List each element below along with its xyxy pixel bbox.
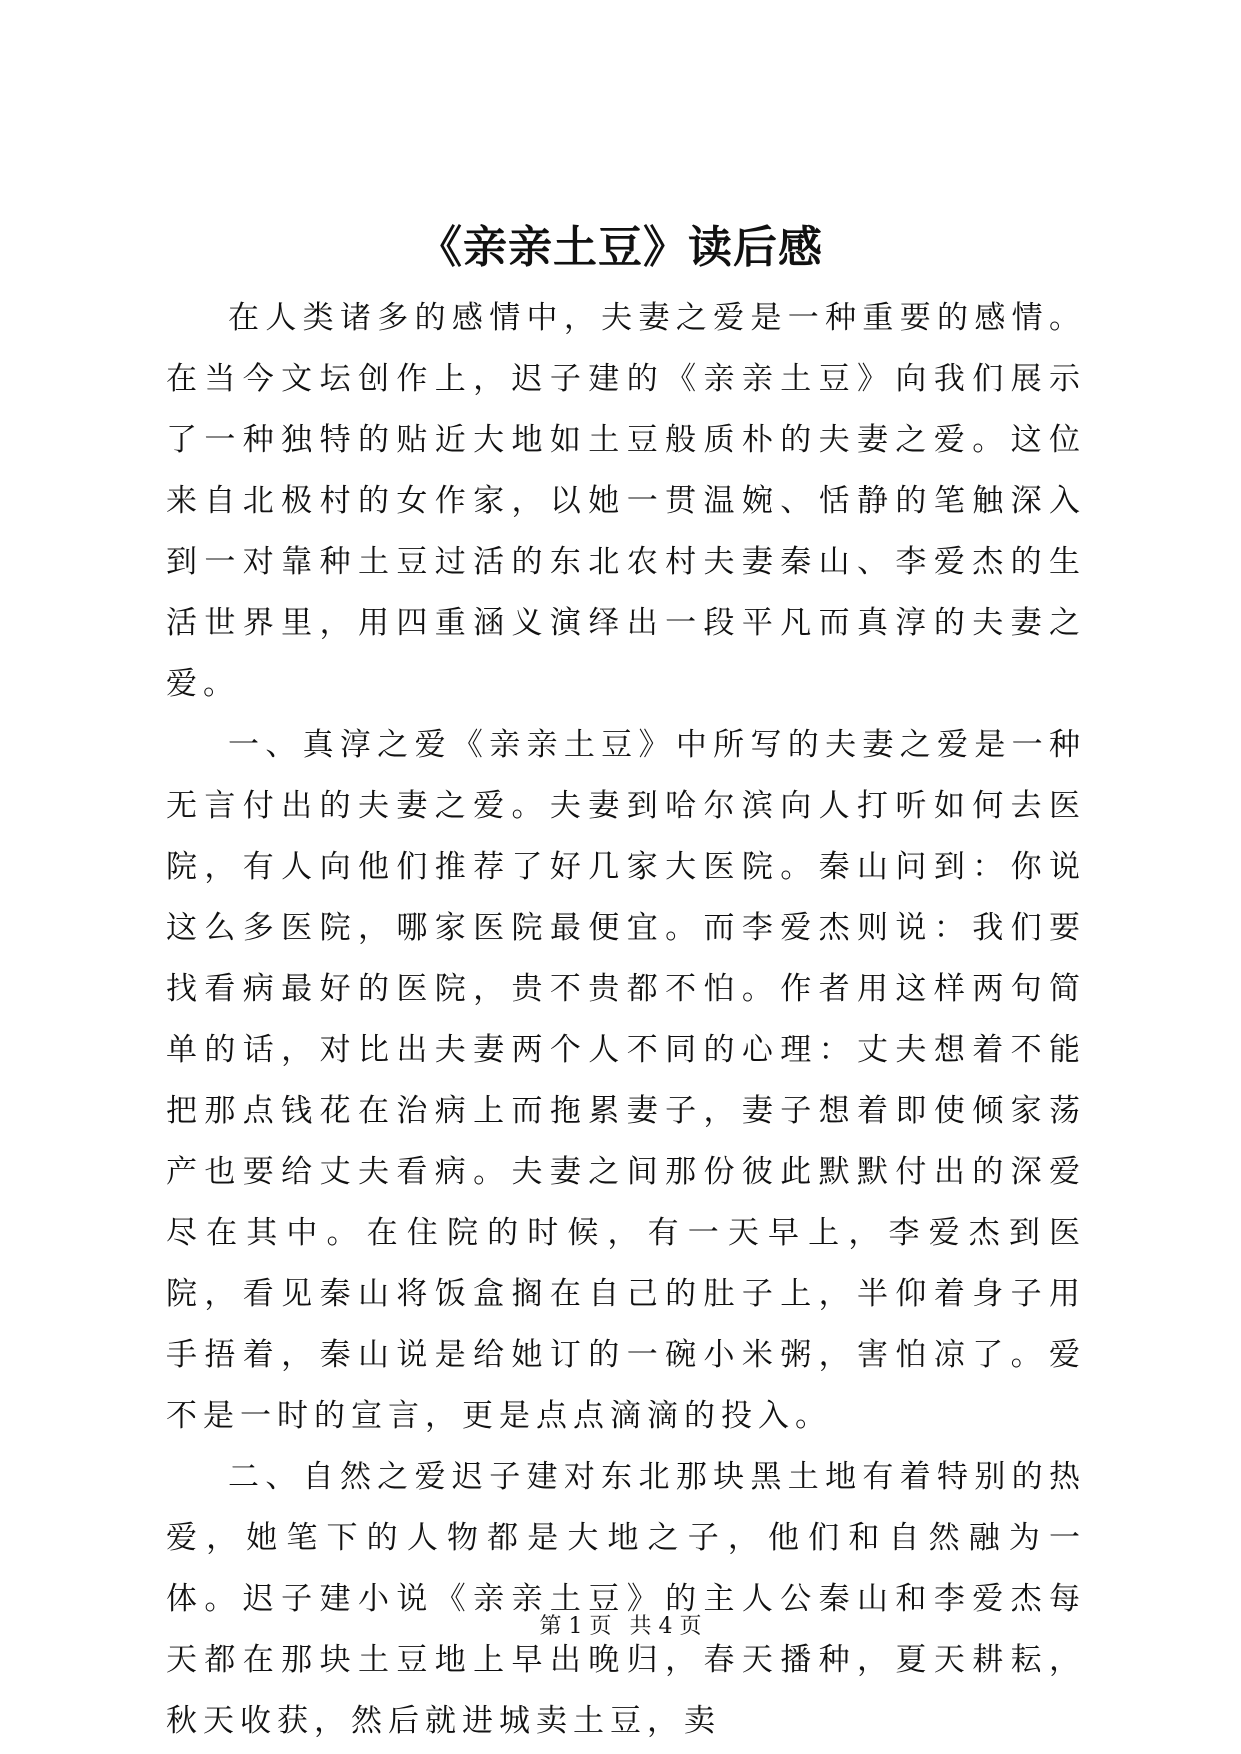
paragraph-1: 在人类诸多的感情中，夫妻之爱是一种重要的感情。在当今文坛创作上，迟子建的《亲亲土豆》向我们展示了一种独特的贴近大地如土豆般质朴的夫妻之爱。这位来自北极村的女作家，以她一贯温婉、恬静的笔触深入到一对靠种土豆过活的东北农村夫妻秦山、李爱杰的生活世界里，用四重涵义演绎出一段平凡而真淳的夫妻之爱。 [166,300,1086,702]
document-body [166,288,1086,1752]
paragraph-2: 一、真淳之爱《亲亲土豆》中所写的夫妻之爱是一种无言付出的夫妻之爱。夫妻到哈尔滨向人打听如何去医院，有人向他们推荐了好几家大医院。秦山问到：你说这么多医院，哪家医院最便宜。而李爱杰则说：我们要找看病最好的医院，贵不贵都不怕。作者用这样两句简单的话，对比出夫妻两个人不同的心理：丈夫想着不能把那点钱花在治病上而拖累妻子，妻子想着即使倾家荡产也要给丈夫看病。夫妻之间那份彼此默默付出的深爱尽在其中。在住院的时候，有一天早上，李爱杰到医院，看见秦山将饭盒搁在自己的肚子上，半仰着身子用手捂着，秦山说是给她订的一碗小米粥，害怕凉了。爱不是一时的宣言，更是点点滴滴的投入。 [166,727,1086,1434]
paragraph-3: 二、自然之爱迟子建对东北那块黑土地有着特别的热爱，她笔下的人物都是大地之子，他们和自然融为一体。迟子建小说《亲亲土豆》的主人公秦山和李爱杰每天都在那块土豆地上早出晚归，春天播种，夏天耕耘，秋天收获，然后就进城卖土豆，卖 [166,1459,1086,1739]
page-total: 共 4 页 [629,1614,702,1639]
page-footer [0,1612,1241,1642]
page-number: 第 1 页 [539,1614,612,1639]
document-title: 《亲亲土豆》读后感 [418,222,823,273]
